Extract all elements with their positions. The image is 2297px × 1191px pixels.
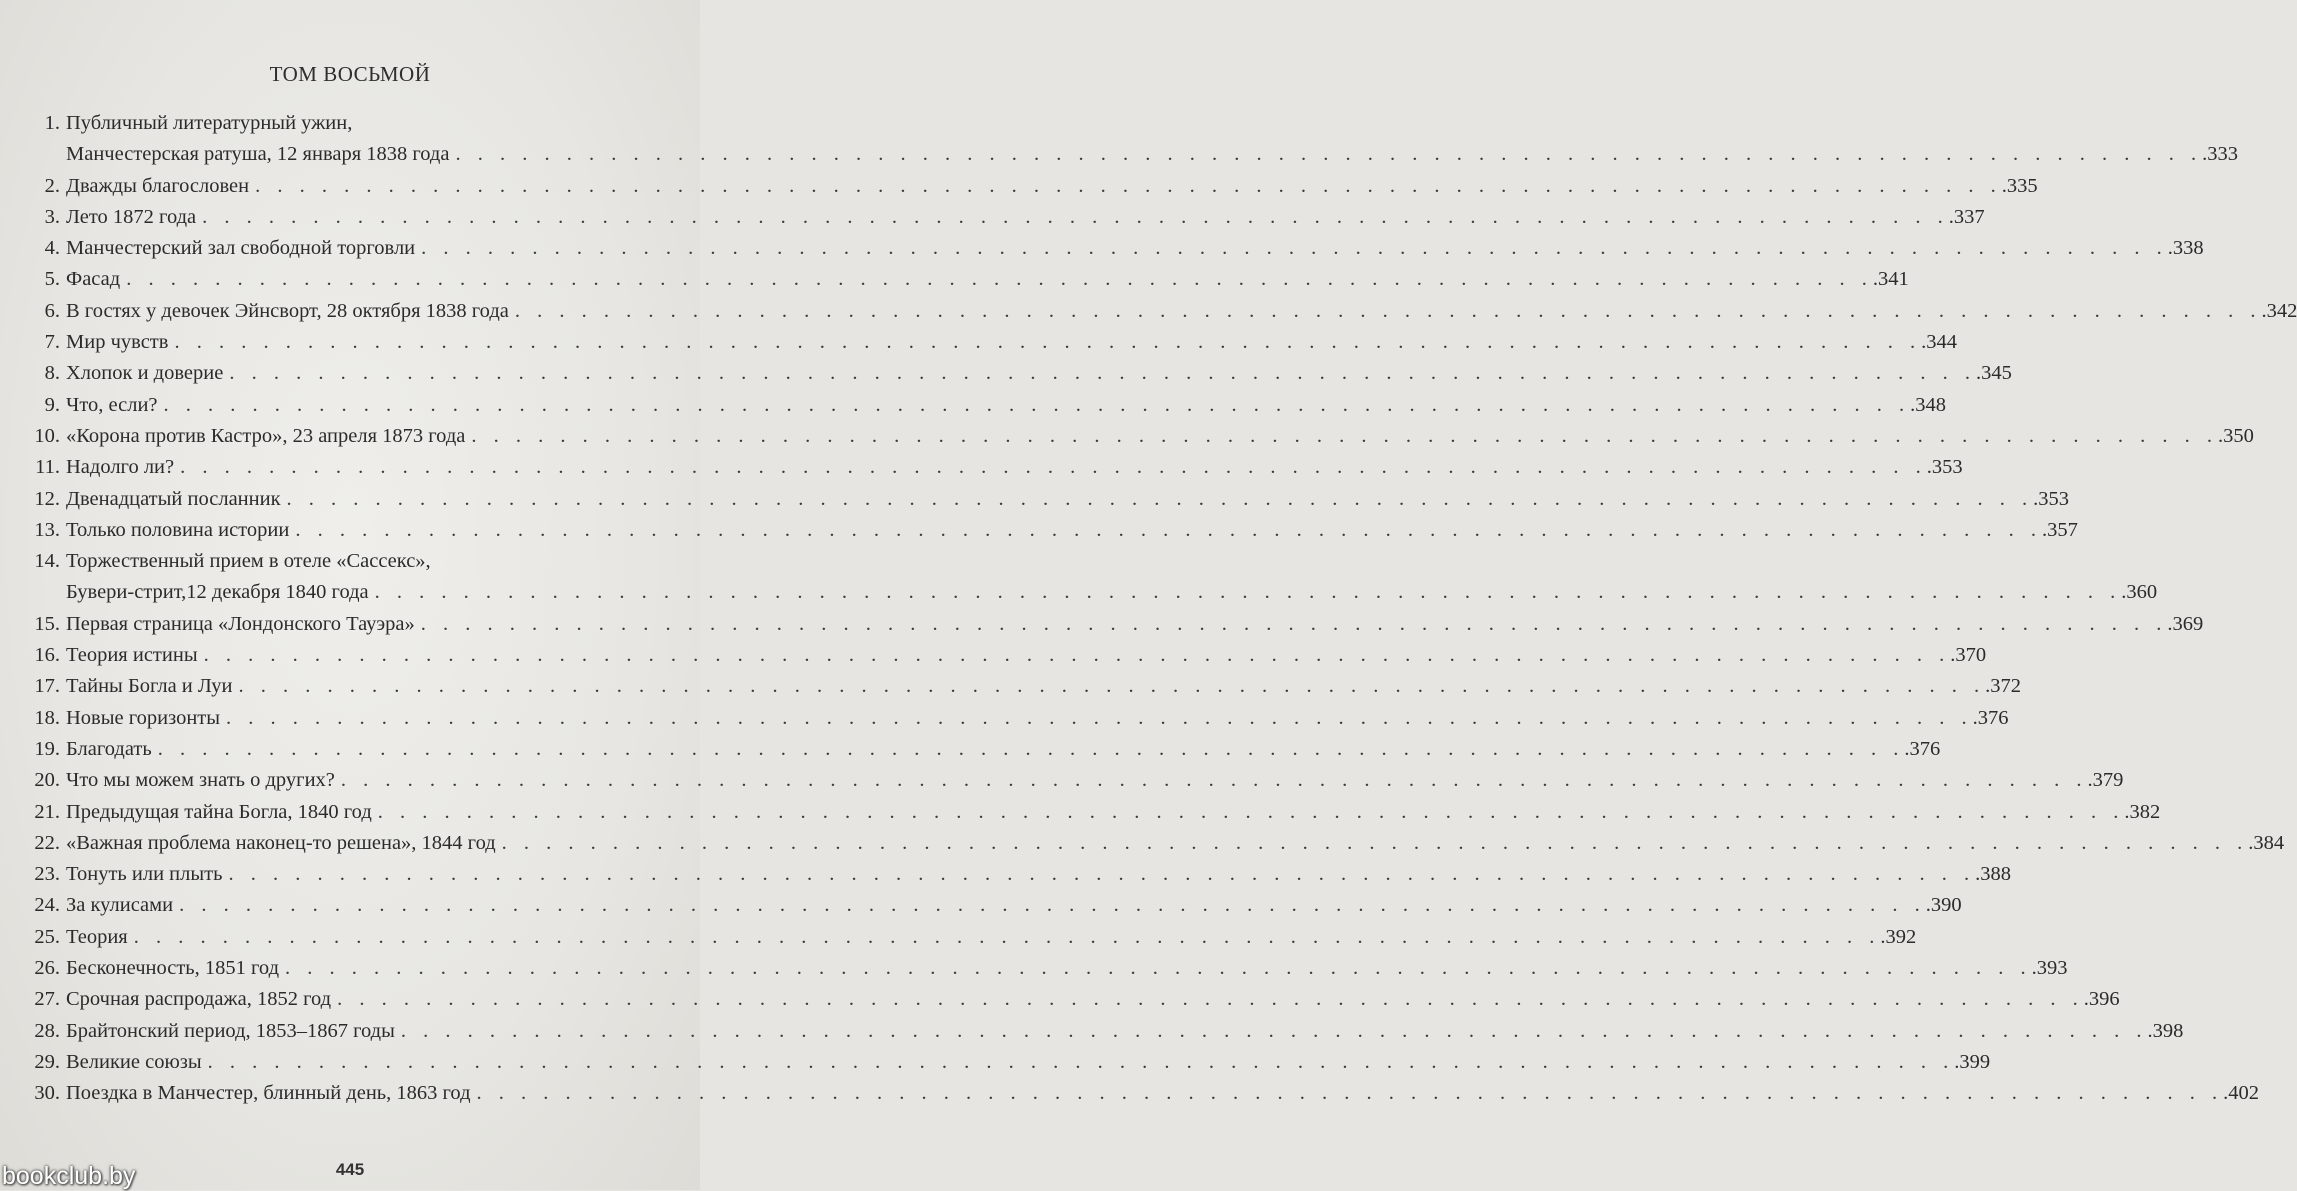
entry-title: Мир чувств [66, 331, 169, 354]
entry-number: 16. [34, 644, 60, 667]
dot-leader [335, 765, 2088, 796]
dot-leader [279, 953, 2032, 984]
entry-body [60, 734, 1940, 765]
entry-number: 26. [34, 957, 60, 980]
entry-number: 3. [44, 205, 60, 228]
entry-title: Надолго ли? [66, 456, 175, 479]
dot-leader [198, 640, 1951, 671]
dot-leader [496, 828, 2249, 859]
dot-leader [222, 859, 1975, 890]
dot-leader [196, 202, 1949, 233]
entry-body [60, 797, 2160, 828]
entry-body [60, 233, 2204, 264]
toc-entry [30, 296, 2297, 327]
toc-entry [30, 264, 1909, 295]
entry-number: 29. [34, 1050, 60, 1073]
entry-body [60, 859, 2011, 890]
toc-entry [30, 828, 2285, 859]
entry-body [60, 452, 1963, 483]
entry-page: .382 [2124, 800, 2161, 823]
entry-number: 20. [34, 769, 60, 792]
entry-page: .384 [2248, 831, 2285, 854]
entry-body [60, 609, 2203, 640]
entry-body [60, 515, 2078, 546]
entry-title-line [66, 108, 2238, 139]
entry-title-line [66, 671, 2021, 702]
entry-title-line [66, 1016, 2183, 1047]
entry-page: .396 [2083, 988, 2120, 1011]
dot-leader [174, 452, 1927, 483]
entry-page: .390 [1925, 894, 1962, 917]
entry-title: Что, если? [66, 393, 158, 416]
entry-page: .353 [1926, 456, 1963, 479]
dot-leader [120, 264, 1873, 295]
entry-page: .376 [1972, 706, 2009, 729]
entry-number: 8. [44, 362, 60, 385]
entry-body [60, 953, 2068, 984]
entry-title-line [66, 139, 2238, 170]
toc-entry [30, 953, 2068, 984]
volume-heading: ТОМ ВОСЬМОЙ [269, 62, 431, 86]
entry-number: 15. [34, 612, 60, 635]
entry-title-line [66, 703, 2009, 734]
entry-number: 30. [34, 1082, 60, 1105]
entry-body [60, 108, 2238, 171]
entry-body [60, 358, 2012, 389]
entry-title: Новые горизонты [66, 706, 221, 729]
entry-title-line [66, 640, 1986, 671]
entry-body [60, 765, 2123, 796]
dot-leader [509, 296, 2262, 327]
entry-body [60, 640, 1986, 671]
entry-page: .399 [1954, 1050, 1991, 1073]
entry-title-line [66, 421, 2254, 452]
entry-title: Манчестерский зал свободной торговли [66, 237, 416, 260]
entry-number: 7. [44, 331, 60, 354]
entry-page: .372 [1985, 675, 2022, 698]
entry-number: 28. [34, 1019, 60, 1042]
entry-page: .342 [2261, 299, 2297, 322]
entry-body [60, 171, 2038, 202]
entry-body [60, 421, 2254, 452]
entry-number: 11. [35, 456, 60, 479]
dot-leader [158, 390, 1911, 421]
entry-title-line [66, 984, 2120, 1015]
toc-entry [30, 452, 1963, 483]
toc-entry [30, 640, 1987, 671]
entry-page: .344 [1921, 331, 1957, 354]
dot-leader [173, 890, 1926, 921]
entry-title-line [66, 484, 2069, 515]
entry-number: 1. [44, 112, 60, 134]
dot-leader [369, 577, 2122, 608]
toc-entry [30, 984, 2120, 1015]
dot-leader [465, 421, 2218, 452]
entry-title-line [66, 390, 1946, 421]
dot-leader [233, 671, 1986, 702]
entry-number: 17. [34, 675, 60, 698]
toc-entry [30, 233, 2204, 264]
entry-title: Что мы можем знать о других? [66, 769, 335, 792]
entry-title: Фасад [66, 268, 121, 291]
entry-page: .369 [2167, 612, 2204, 635]
toc-entry [30, 671, 2022, 702]
dot-leader [331, 984, 2084, 1015]
entry-title: Двенадцатый посланник [66, 487, 281, 510]
toc-entry [30, 390, 1947, 421]
entry-body [60, 1078, 2259, 1109]
entry-body [60, 327, 1957, 358]
dot-leader [249, 171, 2002, 202]
entry-title: Благодать [66, 737, 152, 760]
dot-leader [289, 515, 2042, 546]
entry-title-line [66, 890, 1962, 921]
entry-title-line [66, 734, 1940, 765]
dot-leader [471, 1078, 2224, 1109]
entry-body [60, 546, 2157, 609]
entry-title: Публичный литературный ужин, [66, 112, 353, 134]
entry-title-line [66, 859, 2011, 890]
dot-leader [152, 734, 1905, 765]
entry-title: Великие союзы [66, 1050, 202, 1073]
entry-number: 6. [44, 299, 60, 322]
dot-leader [281, 484, 2034, 515]
entry-title: Дважды благословен [66, 174, 250, 197]
entry-title-line [66, 515, 2078, 546]
dot-leader [449, 139, 2202, 170]
entry-page: .341 [1872, 268, 1909, 291]
entry-number: 21. [34, 800, 60, 823]
entry-page: .393 [2031, 957, 2068, 980]
entry-title: За кулисами [66, 894, 174, 917]
entry-page: .379 [2087, 769, 2124, 792]
entry-body [60, 1047, 1990, 1078]
entry-title: Поездка в Манчестер, блинный день, 1863 год [66, 1082, 471, 1105]
entry-body [60, 828, 2284, 859]
entry-page: .392 [1880, 925, 1917, 948]
entry-title: В гостях у девочек Эйнсворт, 28 октября 1838 года [66, 299, 509, 322]
entry-title-line [66, 797, 2160, 828]
toc-entry [30, 1078, 2260, 1109]
toc-entry [30, 108, 2238, 171]
entry-page: .376 [1904, 737, 1941, 760]
entry-page: .350 [2218, 424, 2254, 447]
toc-list [30, 108, 2297, 1110]
entry-title-line [66, 296, 2297, 327]
entry-number: 5. [44, 268, 60, 291]
entry-title-line [66, 546, 2157, 577]
entry-title-line [66, 358, 2012, 389]
entry-body [60, 1016, 2183, 1047]
table-of-contents [30, 108, 2297, 1110]
toc-entry [30, 734, 1941, 765]
entry-body [60, 703, 2009, 734]
entry-number: 25. [34, 925, 60, 948]
watermark-logo: bookclub.by [2, 1162, 136, 1190]
entry-number: 2. [44, 174, 60, 197]
toc-entry [30, 515, 2078, 546]
page-number: 445 [335, 1160, 365, 1179]
entry-title: Предыдущая тайна Богла, 1840 год [66, 800, 372, 823]
entry-page: .333 [2202, 143, 2238, 166]
entry-title: Лето 1872 года [66, 205, 197, 228]
entry-number: 10. [34, 424, 60, 447]
dot-leader [220, 703, 1973, 734]
entry-page: .370 [1950, 644, 1987, 667]
entry-title: Срочная распродажа, 1852 год [66, 988, 332, 1011]
entry-page: .335 [2001, 174, 2038, 197]
entry-page: .345 [1975, 362, 2012, 385]
toc-entry [30, 327, 1957, 358]
entry-number: 18. [34, 706, 60, 729]
entry-page: .402 [2223, 1082, 2260, 1105]
toc-entry [30, 202, 1985, 233]
entry-title-line [66, 202, 1985, 233]
dot-leader [128, 922, 1881, 953]
entry-page: .348 [1910, 393, 1947, 416]
entry-title-line [66, 953, 2068, 984]
entry-title-continued: Манчестерская ратуша, 12 января 1838 года [66, 143, 450, 166]
entry-title-line [66, 327, 1957, 358]
entry-number: 19. [34, 737, 60, 760]
entry-page: .353 [2033, 487, 2070, 510]
entry-page: .338 [2167, 237, 2204, 260]
entry-title: Торжественный прием в отеле «Сассекс», [66, 550, 431, 573]
entry-title: Хлопок и доверие [66, 362, 224, 385]
entry-number: 13. [34, 518, 60, 541]
entry-number: 24. [34, 894, 60, 917]
entry-title: Тонуть или плыть [66, 863, 223, 886]
entry-body [60, 922, 1916, 953]
toc-entry [30, 421, 2254, 452]
entry-title-line [66, 765, 2123, 796]
entry-body [60, 264, 1909, 295]
toc-entry [30, 797, 2161, 828]
entry-body [60, 671, 2021, 702]
entry-title-line [66, 577, 2157, 608]
toc-entry [30, 1016, 2184, 1047]
toc-entry [30, 890, 1962, 921]
toc-entry [30, 609, 2204, 640]
toc-entry [30, 484, 2070, 515]
entry-title: «Корона против Кастро», 23 апреля 1873 года [66, 424, 466, 447]
toc-entry [30, 859, 2011, 890]
entry-title: Теория истины [66, 644, 198, 667]
toc-entry [30, 703, 2009, 734]
entry-page: .398 [2147, 1019, 2184, 1042]
toc-entry [30, 171, 2038, 202]
toc-entry [30, 546, 2158, 609]
dot-leader [372, 797, 2125, 828]
entry-title-line [66, 452, 1963, 483]
entry-number: 12. [34, 487, 60, 510]
dot-leader [415, 609, 2168, 640]
toc-entry [30, 922, 1917, 953]
entry-title-line [66, 828, 2284, 859]
entry-title: «Важная проблема наконец-то решена», 1844 год [66, 831, 496, 854]
dot-leader [395, 1016, 2148, 1047]
toc-entry [30, 1047, 1991, 1078]
dot-leader [223, 358, 1976, 389]
entry-title-line [66, 1078, 2259, 1109]
entry-page: .388 [1975, 863, 2011, 886]
entry-title-line [66, 922, 1916, 953]
entry-page: .337 [1948, 205, 1985, 228]
entry-title-continued: Бувери-стрит,12 декабря 1840 года [66, 581, 369, 604]
entry-title-line [66, 264, 1909, 295]
entry-number: 22. [34, 831, 60, 854]
entry-body [60, 390, 1946, 421]
entry-number: 27. [34, 988, 60, 1011]
entry-title: Брайтонский период, 1853–1867 годы [66, 1019, 395, 1042]
entry-body [60, 202, 1985, 233]
entry-title-line [66, 171, 2038, 202]
entry-page: .360 [2121, 581, 2158, 604]
toc-entry [30, 358, 2012, 389]
entry-number: 14. [34, 550, 60, 573]
entry-title-line [66, 609, 2203, 640]
entry-number: 23. [34, 863, 60, 886]
entry-number: 9. [44, 393, 60, 416]
dot-leader [202, 1047, 1955, 1078]
entry-title: Только половина истории [66, 518, 290, 541]
entry-title-line [66, 1047, 1990, 1078]
entry-title-line [66, 233, 2204, 264]
entry-page: .357 [2041, 518, 2078, 541]
entry-body [60, 984, 2120, 1015]
entry-title: Тайны Богла и Луи [66, 675, 233, 698]
entry-body [60, 890, 1962, 921]
entry-number: 4. [44, 237, 60, 260]
dot-leader [168, 327, 1921, 358]
entry-title: Первая страница «Лондонского Тауэра» [66, 612, 415, 635]
entry-title: Теория [66, 925, 128, 948]
entry-body [60, 484, 2069, 515]
toc-entry [30, 765, 2124, 796]
entry-title: Бесконечность, 1851 год [66, 957, 280, 980]
dot-leader [415, 233, 2168, 264]
entry-body [60, 296, 2297, 327]
